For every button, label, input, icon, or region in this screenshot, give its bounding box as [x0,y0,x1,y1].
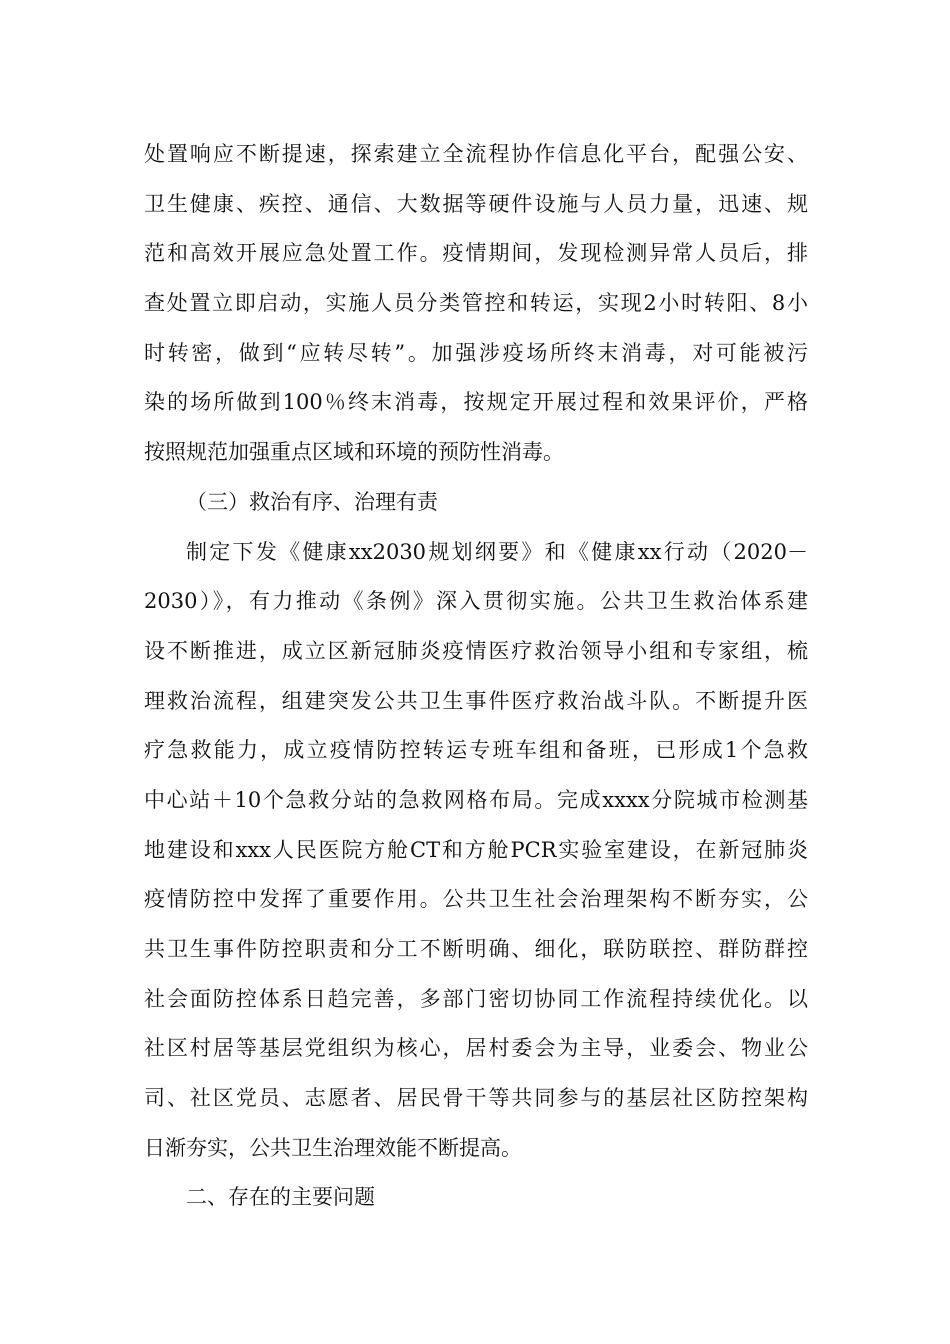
text-line: 染的场所做到100％终末消毒，按规定开展过程和效果评价，严格 [144,390,808,415]
text-line: 共卫生事件防控职责和分工不断明确、细化，联防联控、群防群控 [144,937,808,961]
text-line: 社会面防控体系日趋完善，多部门密切协同工作流程持续优化。以 [144,986,808,1011]
text-line: 卫生健康、疾控、通信、大数据等硬件设施与人员力量，迅速、规 [144,191,808,216]
text-line: 社区村居等基层党组织为核心，居村委会为主导，业委会、物业公 [144,1036,808,1061]
text-line: 司、社区党员、志愿者、居民骨干等共同参与的基层社区防控架构 [144,1086,808,1111]
text-line: 2030）》，有力推动《条例》深入贯彻实施。公共卫生救治体系建 [144,589,808,614]
text-line: 理救治流程，组建突发公共卫生事件医疗救治战斗队。不断提升医 [144,688,808,713]
text-line: 制定下发《健康xx2030规划纲要》和《健康xx行动（2020－ [186,539,808,564]
text-line: 按照规范加强重点区域和环境的预防性消毒。 [144,440,564,465]
text-line: 日渐夯实，公共卫生治理效能不断提高。 [144,1135,522,1160]
text-line: 疗急救能力，成立疫情防控转运专班车组和备班，已形成1个急救 [144,738,808,763]
document-body [144,130,808,1223]
text-line: 处置响应不断提速，探索建立全流程协作信息化平台，配强公安、 [144,142,808,166]
section-heading: （三）救治有序、治理有责 [186,489,438,514]
text-line: 查处置立即启动，实施人员分类管控和转运，实现2小时转阳、8小 [144,291,808,316]
text-line: 中心站＋10个急救分站的急救网格布局。完成xxxx分院城市检测基 [144,787,808,812]
text-line: 疫情防控中发挥了重要作用。公共卫生社会治理架构不断夯实，公 [144,887,808,912]
text-line: 地建设和xxx人民医院方舱CT和方舱PCR实验室建设，在新冠肺炎 [144,837,808,862]
text-line: 设不断推进，成立区新冠肺炎疫情医疗救治领导小组和专家组，梳 [144,638,808,663]
text-line: 范和高效开展应急处置工作。疫情期间，发现检测异常人员后，排 [144,241,808,266]
text-line: 时转密，做到“应转尽转”。加强涉疫场所终末消毒，对可能被污 [144,340,808,365]
section-heading: 二、存在的主要问题 [186,1185,375,1210]
